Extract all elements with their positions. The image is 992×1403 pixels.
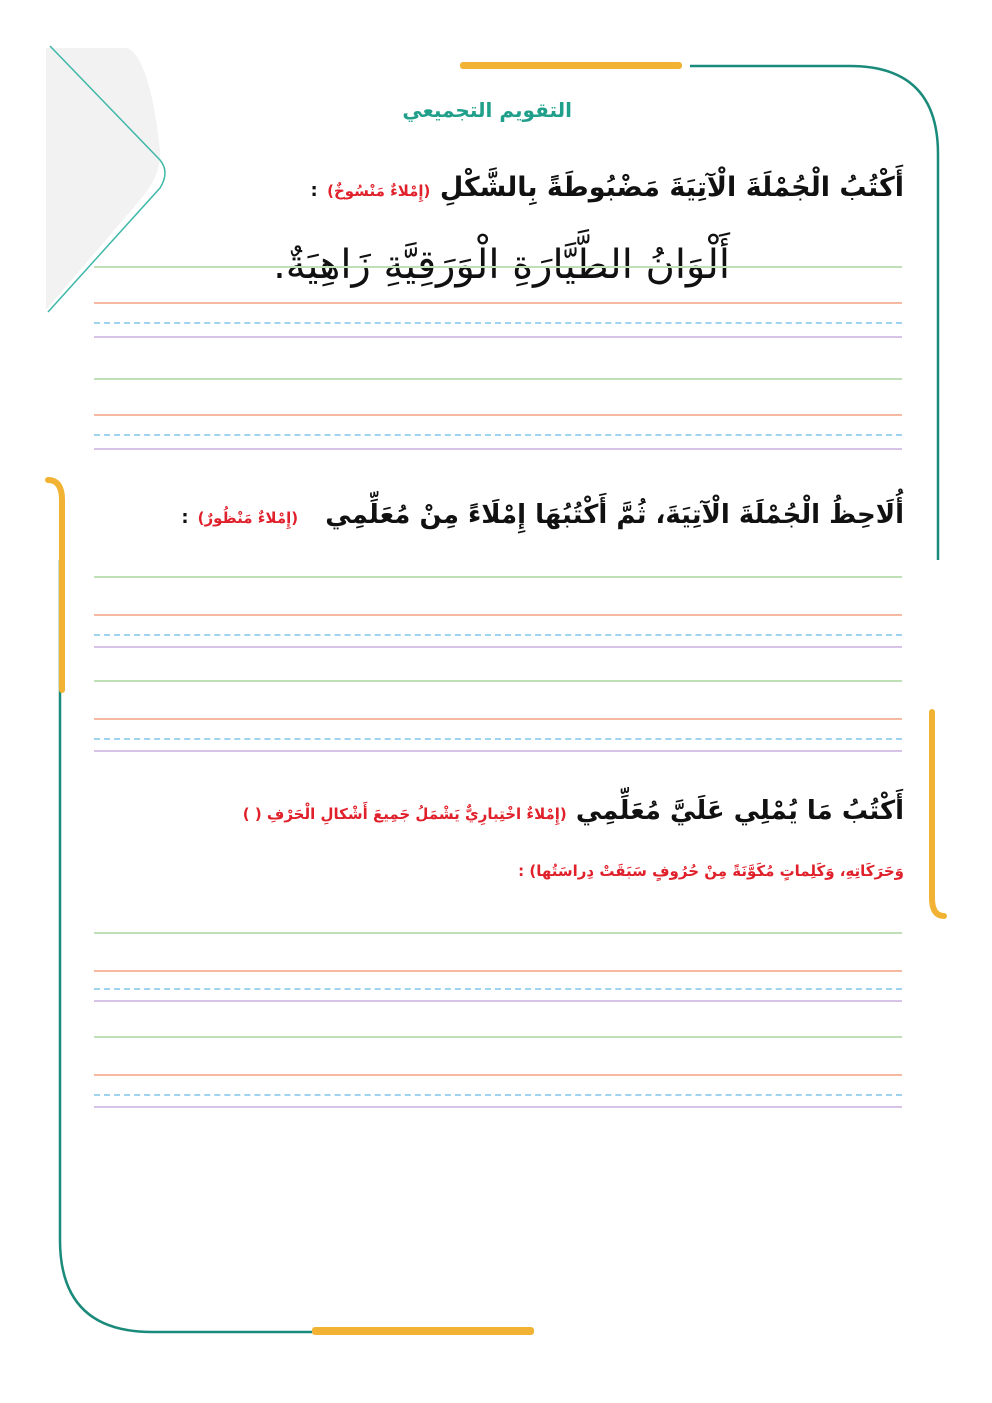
page-title: التقويم التجميعي — [402, 98, 572, 122]
guide-line — [94, 576, 902, 578]
guide-line — [94, 738, 902, 740]
section3-instruction — [243, 796, 904, 826]
guide-line — [94, 718, 902, 720]
section1-suffix: : — [310, 180, 318, 201]
guide-line — [94, 680, 902, 682]
guide-line — [94, 1000, 902, 1002]
guide-line — [94, 1106, 902, 1108]
guide-line — [94, 378, 902, 380]
right-accent-bar — [932, 712, 944, 916]
bottom-accent-bar — [312, 1327, 534, 1335]
guide-line — [94, 448, 902, 450]
left-accent-bar — [48, 480, 62, 690]
guide-line — [94, 414, 902, 416]
section3-tag-line1: (إِمْلاءٌ اخْتِبارِيٌّ يَشْمَلُ جَمِيعَ أَشْكالِ الْحَرْفِ ( ) — [242, 805, 567, 823]
section2-instruction-text: أُلَاحِظُ الْجُمْلَةَ الْآتِيَةَ، ثُمَّ أَكْتُبُهَا إِمْلَاءً مِنْ مُعَلِّمِي — [325, 500, 904, 530]
guide-line — [94, 322, 902, 324]
section3-tag-line2: وَحَرَكَاتِهِ، وَكَلِماتٍ مُكَوَّنَةً مِنْ حُرُوفٍ سَبَقَتْ دِراسَتُها) : — [518, 862, 904, 880]
guide-line — [94, 434, 902, 436]
section1-tag: (إِمْلاءٌ مَنْسُوخٌ) — [327, 182, 431, 200]
section2-instruction — [181, 500, 904, 530]
guide-line — [94, 302, 902, 304]
guide-line — [94, 336, 902, 338]
guide-line — [94, 970, 902, 972]
section1-instruction — [311, 172, 905, 203]
guide-line — [94, 932, 902, 934]
guide-line — [94, 634, 902, 636]
guide-line — [94, 1036, 902, 1038]
section2-suffix: : — [181, 507, 189, 528]
guide-line — [94, 1094, 902, 1096]
guide-line — [94, 646, 902, 648]
guide-line — [94, 750, 902, 752]
guide-line — [94, 614, 902, 616]
top-accent-bar — [460, 62, 682, 69]
section3-instruction-text: أَكْتُبُ مَا يُمْلِي عَلَيَّ مُعَلِّمِي — [575, 796, 904, 826]
section2-tag: (إِمْلاءٌ مَنْظُورٌ) — [197, 509, 299, 527]
corner-decoration — [46, 46, 165, 312]
section1-instruction-text: أَكْتُبُ الْجُمْلَةَ الْآتِيَةَ مَضْبُوطَةً بِالشَّكْلِ — [439, 172, 904, 203]
guide-line — [94, 988, 902, 990]
guide-line — [94, 266, 902, 268]
guide-line — [94, 1074, 902, 1076]
model-sentence: أَلْوَانُ الطَّيَّارَةِ الْوَرَقِيَّةِ زَاهِيَةٌ. — [273, 242, 730, 288]
